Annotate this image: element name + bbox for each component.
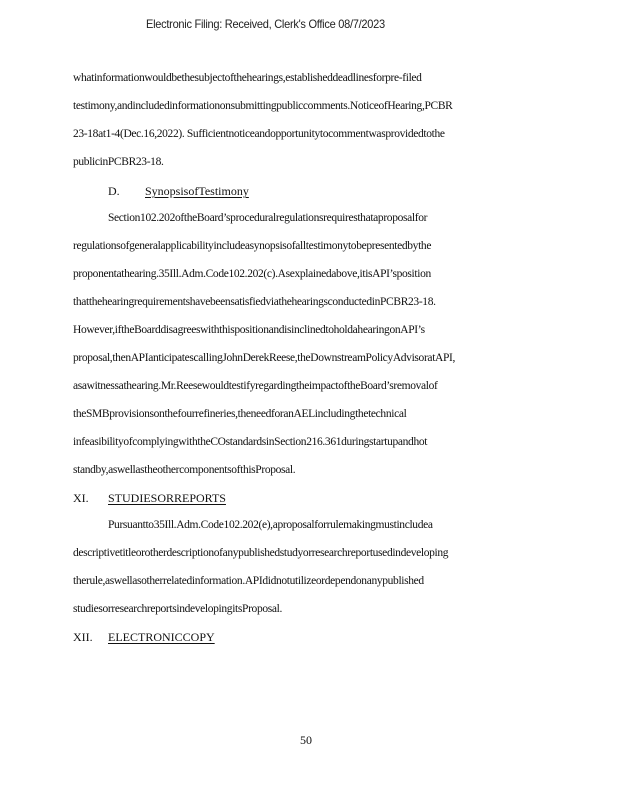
section-d-number: D. (108, 184, 120, 198)
paragraph-line: whatinformationwouldbethesubjectofthehearings,establisheddeadlinesforpre-filed (73, 72, 422, 84)
paragraph-line: However,iftheBoarddisagreeswiththispositionandisinclinedtoholdahearingonAPI’s (73, 324, 425, 336)
paragraph-line: therule,aswellasotherrelatedinformation.APIdidnotutilizeordependonanypublished (73, 575, 424, 587)
paragraph-line: proposal,thenAPIanticipatescallingJohnDerekReese,theDownstreamPolicyAdvisoratAPI, (73, 352, 456, 364)
paragraph-line: descriptivetitleorotherdescriptionofanypublishedstudyorresearchreportusedindeveloping (73, 547, 449, 559)
paragraph-line: 23-18at1-4(Dec.16,2022). Sufficientnoticeandopportunitytocommentwasprovidedtothe (73, 128, 445, 140)
paragraph-line: Pursuantto35Ill.Adm.Code102.202(e),aproposalforrulemakingmustincludea (108, 519, 433, 531)
paragraph-line: proponentathearing.35Ill.Adm.Code102.202(c).Asexplainedabove,itisAPI’sposition (73, 268, 431, 280)
paragraph-line: standby,aswellastheothercomponentsofthisProposal. (73, 464, 296, 476)
paragraph-line: testimony,andincludedinformationonsubmittingpubliccomments.NoticeofHearing,PCBR (73, 100, 453, 112)
paragraph-line: Section102.202oftheBoard’sproceduralregulationsrequiresthataproposalfor (108, 212, 428, 224)
section-d-title: SynopsisofTestimony (145, 184, 249, 198)
section-xi-title: STUDIESORREPORTS (108, 491, 226, 505)
paragraph-line: theSMBprovisionsonthefourrefineries,theneedforanAELincludingthetechnical (73, 408, 407, 420)
paragraph-line: publicinPCBR23-18. (73, 156, 164, 168)
page-number: 50 (300, 733, 312, 747)
paragraph-line: studiesorresearchreportsindevelopingitsProposal. (73, 603, 282, 615)
paragraph-line: thatthehearingrequirementshavebeensatisfiedviathehearingsconductedinPCBR23-18. (73, 296, 436, 308)
paragraph-line: regulationsofgeneralapplicabilityincludeasynopsisofalltestimonytobepresentedbythe (73, 240, 432, 252)
filing-stamp: Electronic Filing: Received, Clerk's Office 08/7/2023 (146, 17, 385, 31)
section-xii-number: XII. (73, 630, 93, 644)
paragraph-line: infeasibilityofcomplyingwiththeCOstandardsinSection216.361duringstartupandhot (73, 436, 428, 448)
paragraph-line: asawitnessathearing.Mr.ReesewouldtestifyregardingtheimpactoftheBoard’sremovalof (73, 380, 438, 392)
section-xi-number: XI. (73, 491, 89, 505)
section-xii-title: ELECTRONICCOPY (108, 630, 215, 644)
